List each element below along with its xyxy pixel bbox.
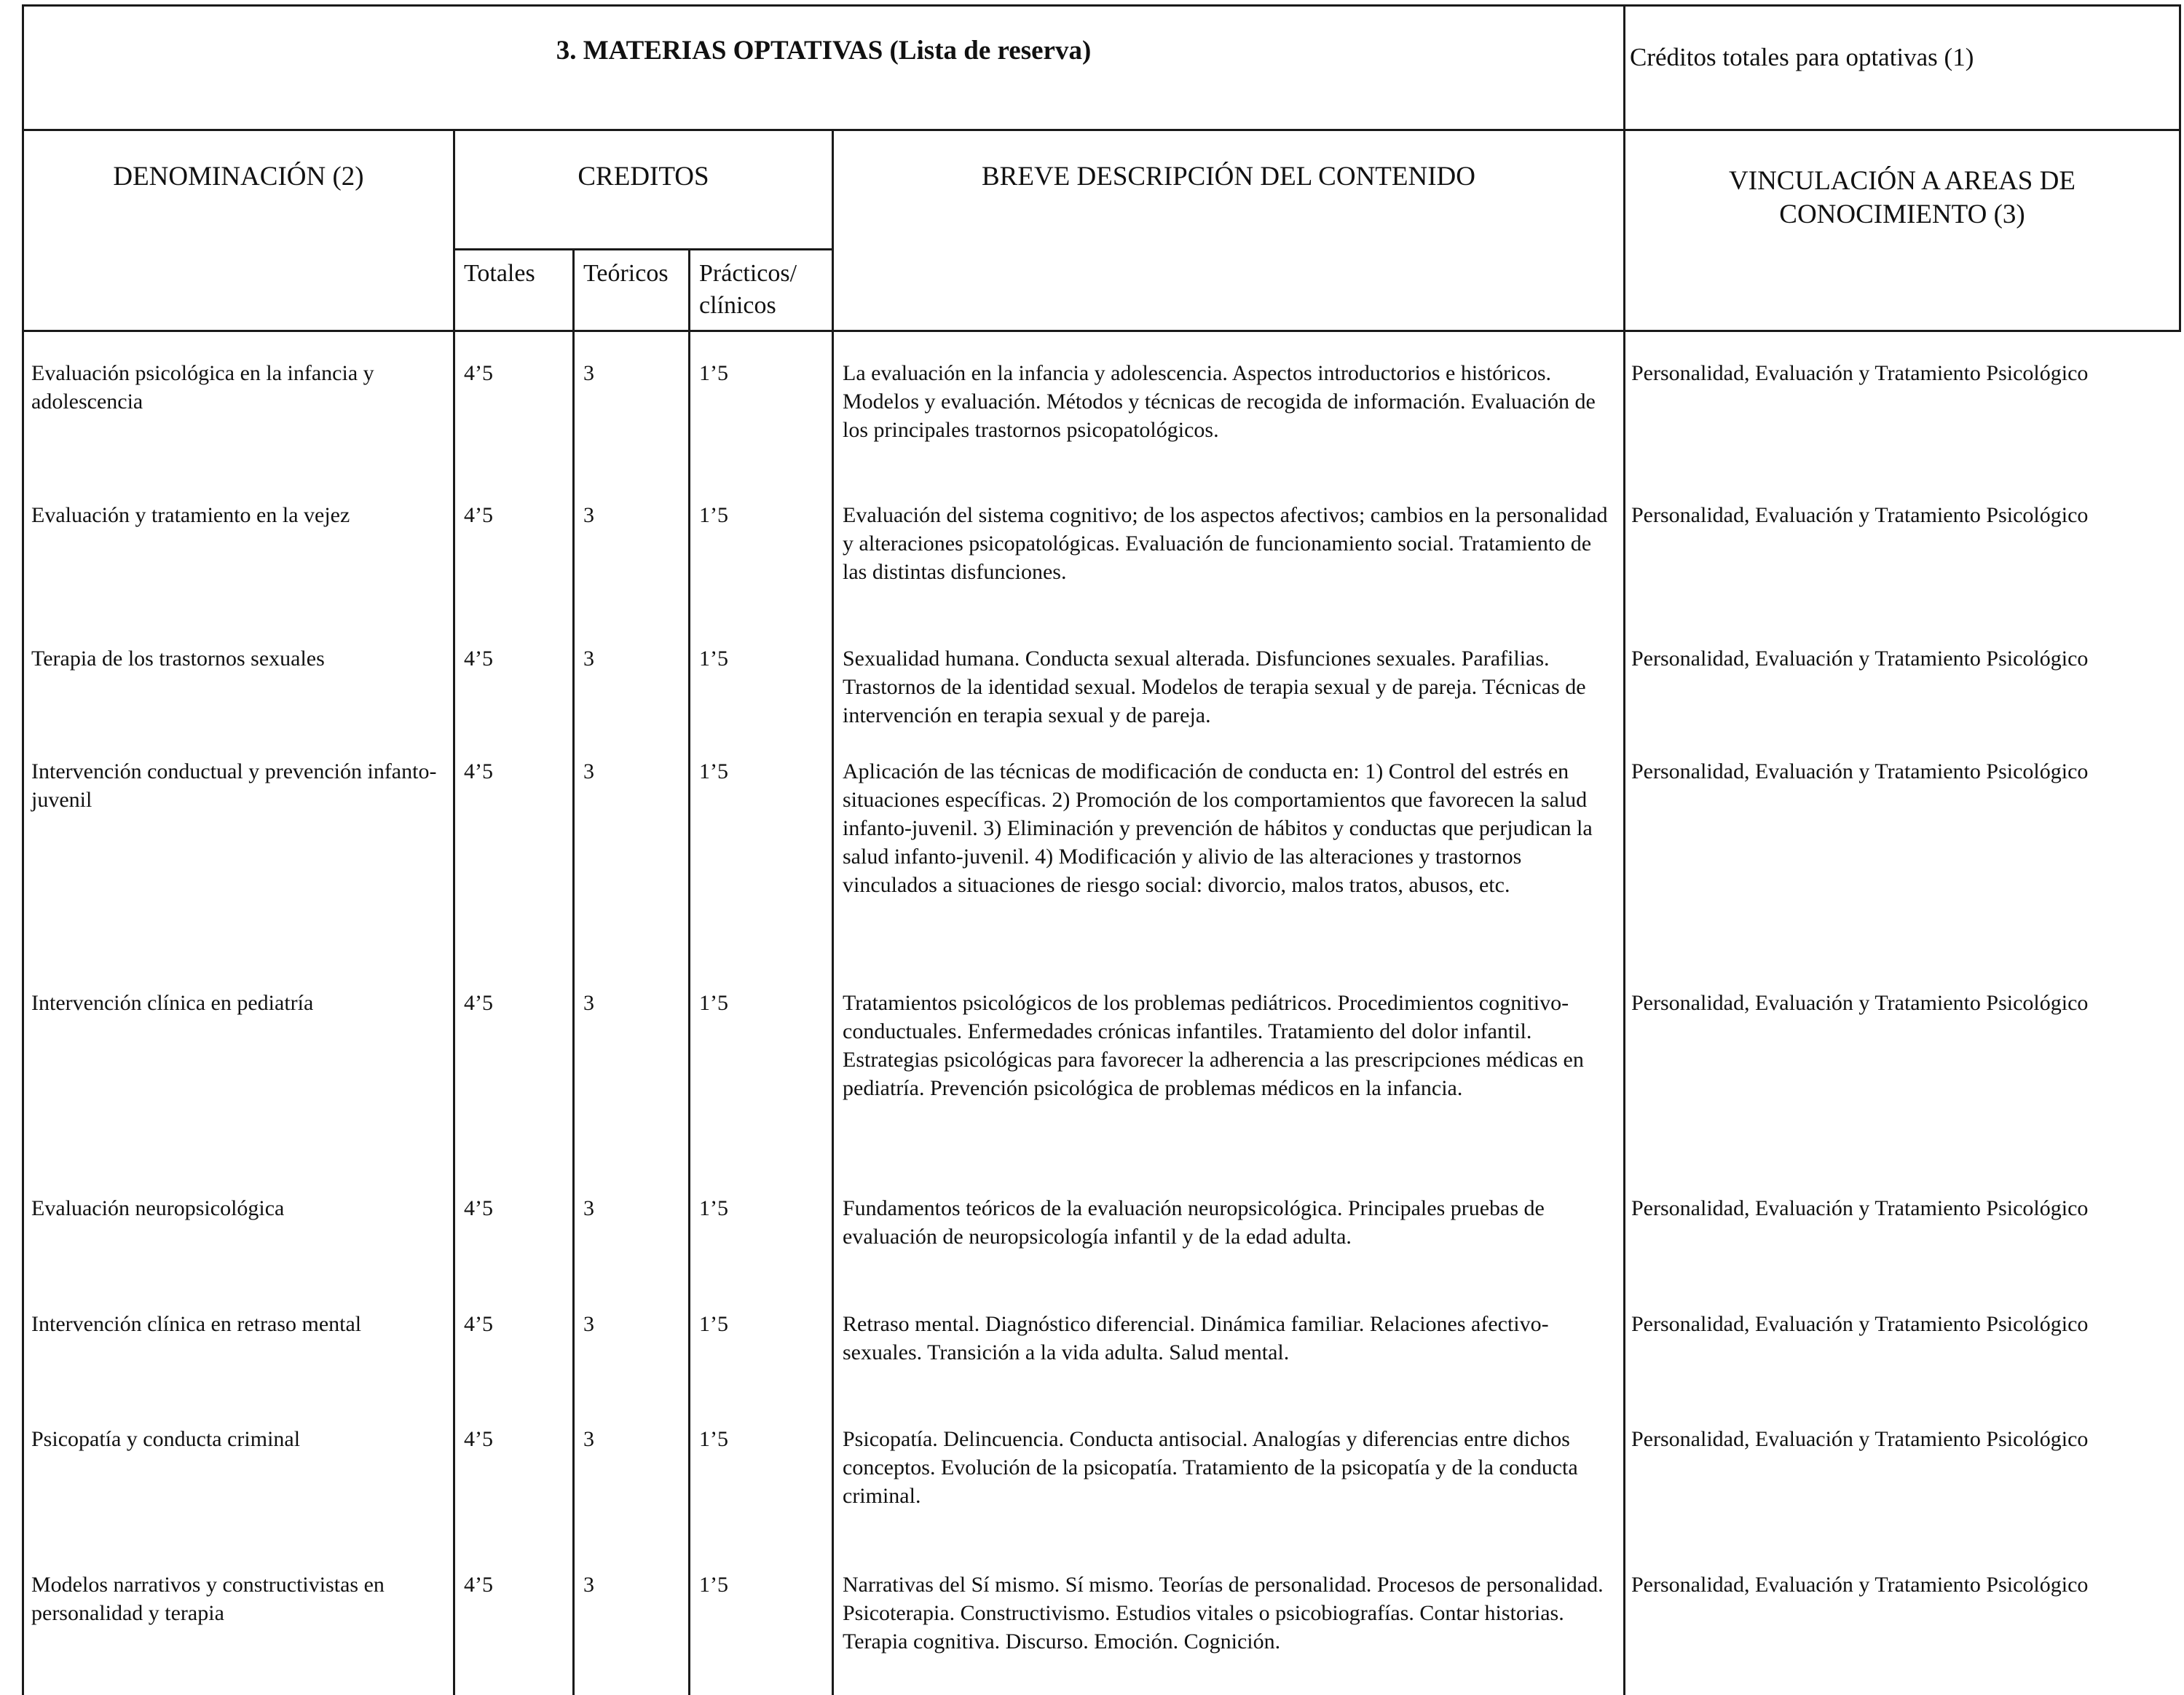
header-vinculacion-line2: CONOCIMIENTO (3): [1779, 199, 2025, 229]
row-name: Evaluación psicológica en la infancia y adolescencia: [31, 361, 374, 414]
header-descripcion: BREVE DESCRIPCIÓN DEL CONTENIDO: [982, 162, 1475, 191]
page-title: 3. MATERIAS OPTATIVAS (Lista de reserva): [556, 36, 1092, 66]
row-teoricos: 3: [583, 647, 594, 671]
row-descripcion: Sexualidad humana. Conducta sexual alterada. Disfunciones sexuales. Parafilias. Trastornos de la identidad sexual. Modelos de terapia sexual y de pareja. Técnicas de intervención en terapia sexual y de pareja.: [843, 647, 1586, 727]
row-practicos: 1’5: [699, 1573, 728, 1597]
row-name: Intervención conductual y prevención infanto-juvenil: [31, 759, 437, 812]
row-teoricos: 3: [583, 1196, 594, 1220]
row-practicos: 1’5: [699, 361, 728, 385]
row-practicos: 1’5: [699, 647, 728, 671]
row-teoricos: 3: [583, 759, 594, 783]
row-practicos: 1’5: [699, 1196, 728, 1220]
row-totales: 4’5: [464, 759, 493, 783]
row-area: Personalidad, Evaluación y Tratamiento Psicológico: [1631, 1427, 2089, 1451]
row-teoricos: 3: [583, 361, 594, 385]
header-vinculacion: [1625, 165, 2179, 232]
row-area: Personalidad, Evaluación y Tratamiento Psicológico: [1631, 759, 2089, 783]
header-denominacion: DENOMINACIÓN (2): [113, 162, 364, 191]
row-totales: 4’5: [464, 503, 493, 527]
row-totales: 4’5: [464, 1196, 493, 1220]
row-totales: 4’5: [464, 1427, 493, 1451]
row-area: Personalidad, Evaluación y Tratamiento Psicológico: [1631, 1196, 2089, 1220]
header-creditos: CREDITOS: [577, 162, 709, 191]
row-area: Personalidad, Evaluación y Tratamiento Psicológico: [1631, 361, 2089, 385]
row-name: Intervención clínica en retraso mental: [31, 1312, 362, 1336]
row-totales: 4’5: [464, 991, 493, 1015]
row-practicos: 1’5: [699, 991, 728, 1015]
header-practicos-line1: Prácticos/: [699, 260, 797, 287]
col-sep-totales: [572, 248, 575, 1695]
row-area: Personalidad, Evaluación y Tratamiento Psicológico: [1631, 1312, 2089, 1336]
row-teoricos: 3: [583, 1427, 594, 1451]
row-totales: 4’5: [464, 1312, 493, 1336]
title-row-divider: [22, 129, 2181, 131]
row-teoricos: 3: [583, 1312, 594, 1336]
row-name: Psicopatía y conducta criminal: [31, 1427, 301, 1451]
table-border-top: [22, 4, 2181, 7]
row-descripcion: La evaluación en la infancia y adolescencia. Aspectos introductorios e históricos. Modelos y evaluación. Métodos y técnicas de recogida de información. Evaluación de los principales trastornos psicopatológicos.: [843, 361, 1596, 442]
row-name: Terapia de los trastornos sexuales: [31, 647, 325, 671]
row-area: Personalidad, Evaluación y Tratamiento Psicológico: [1631, 1573, 2089, 1597]
header-vinculacion-line1: VINCULACIÓN A AREAS DE: [1729, 166, 2075, 196]
table-border-right: [2179, 4, 2181, 332]
row-teoricos: 3: [583, 503, 594, 527]
row-totales: 4’5: [464, 361, 493, 385]
row-area: Personalidad, Evaluación y Tratamiento Psicológico: [1631, 647, 2089, 671]
row-practicos: 1’5: [699, 1312, 728, 1336]
row-descripcion: Tratamientos psicológicos de los problemas pediátricos. Procedimientos cognitivo-conductuales. Enfermedades crónicas infantiles. Tratamiento del dolor infantil. Estrategias psicológicas para favorecer la adherencia a las prescripciones médicas en pediatría. Prevención psicológica de problemas médicos en la infancia.: [843, 991, 1584, 1100]
header-teoricos: Teóricos: [583, 260, 669, 287]
row-name: Evaluación neuropsicológica: [31, 1196, 285, 1220]
row-descripcion: Fundamentos teóricos de la evaluación neuropsicológica. Principales pruebas de evaluación de neuropsicología infantil y de la edad adulta.: [843, 1196, 1545, 1249]
header-bottom-divider: [22, 330, 2181, 332]
row-practicos: 1’5: [699, 503, 728, 527]
row-area: Personalidad, Evaluación y Tratamiento Psicológico: [1631, 991, 2089, 1015]
header-practicos-line2: clínicos: [699, 292, 776, 319]
row-teoricos: 3: [583, 1573, 594, 1597]
total-credits-label: Créditos totales para optativas (1): [1630, 43, 1974, 71]
row-descripcion: Retraso mental. Diagnóstico diferencial. Dinámica familiar. Relaciones afectivo-sexuales. Transición a la vida adulta. Salud mental.: [843, 1312, 1549, 1364]
row-descripcion: Aplicación de las técnicas de modificación de conducta en: 1) Control del estrés en situaciones específicas. 2) Promoción de los comportamientos que favorecen la salud infanto-juvenil. 3) Eliminación y prevención de hábitos y conductas que perjudican la salud infanto-juvenil. 4) Modificación y alivio de las alteraciones y trastornos vinculados a situaciones de riesgo social: divorcio, malos tratos, abusos, etc.: [843, 759, 1593, 897]
col-sep-teoricos: [688, 248, 690, 1695]
row-descripcion: Evaluación del sistema cognitivo; de los aspectos afectivos; cambios en la personalidad y alteraciones psicopatológicas. Evaluación de funcionamiento social. Tratamiento de las distintas disfunciones.: [843, 503, 1608, 584]
row-practicos: 1’5: [699, 1427, 728, 1451]
row-name: Intervención clínica en pediatría: [31, 991, 314, 1015]
row-totales: 4’5: [464, 647, 493, 671]
row-area: Personalidad, Evaluación y Tratamiento Psicológico: [1631, 503, 2089, 527]
creditos-divider: [453, 248, 833, 250]
row-name: Modelos narrativos y constructivistas en personalidad y terapia: [31, 1573, 385, 1625]
row-practicos: 1’5: [699, 759, 728, 783]
row-descripcion: Psicopatía. Delincuencia. Conducta antisocial. Analogías y diferencias entre dichos conceptos. Evolución de la psicopatía. Tratamiento de la psicopatía y de la conducta criminal.: [843, 1427, 1578, 1508]
row-descripcion: Narrativas del Sí mismo. Sí mismo. Teorías de personalidad. Procesos de personalidad. Psicoterapia. Constructivismo. Estudios vitales o psicobiografías. Contar historias. Terapia cognitiva. Discurso. Emoción. Cognición.: [843, 1573, 1604, 1653]
row-teoricos: 3: [583, 991, 594, 1015]
header-practicos: [690, 258, 832, 322]
row-totales: 4’5: [464, 1573, 493, 1597]
header-totales: Totales: [464, 260, 535, 287]
row-name: Evaluación y tratamiento en la vejez: [31, 503, 350, 527]
